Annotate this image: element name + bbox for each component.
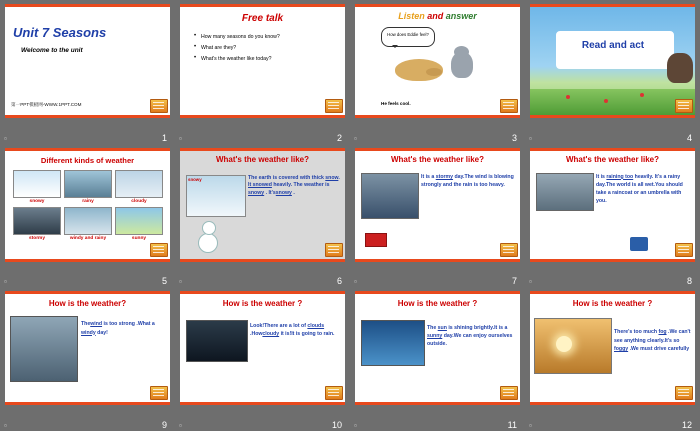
- slide-cell-3[interactable]: [350, 0, 525, 144]
- slide-4-title: Read and act: [581, 40, 645, 51]
- text-pre: It is: [596, 173, 607, 180]
- slide-5-number: 5: [161, 276, 167, 287]
- slide-1[interactable]: [5, 4, 170, 118]
- slide-6[interactable]: [180, 148, 345, 262]
- slide-3-title-part2: answer: [445, 11, 477, 21]
- foggy-scene-photo: [534, 318, 612, 374]
- text-line-5-mid: . It's: [264, 190, 276, 197]
- scroll-marker: ▫: [354, 277, 357, 287]
- slide-2-bullet-list: [194, 34, 345, 62]
- weather-label: snowy: [29, 198, 45, 204]
- slide-12-text: [614, 328, 692, 353]
- slide-cell-6[interactable]: [175, 144, 350, 288]
- blank-answer: raining too: [606, 173, 634, 180]
- stormy-photo: [13, 207, 61, 235]
- blank-answer: sun: [437, 325, 447, 332]
- speech-bubble: How does Eddie feel?: [381, 27, 435, 47]
- sunny-scene-photo: [361, 320, 425, 366]
- text-line-2-post: .: [338, 174, 340, 181]
- blank-answer: foggy: [614, 345, 629, 352]
- scroll-marker: ▫: [529, 277, 532, 287]
- snowy-photo-label: snowy: [188, 176, 202, 182]
- slide-3-caption: He feels cool.: [381, 101, 411, 106]
- slide-9-text: [81, 320, 165, 337]
- text-line-5-post: .: [291, 190, 295, 197]
- weather-item-stormy: [13, 207, 61, 241]
- cloudy-scene-photo: [186, 320, 248, 362]
- snowman-head: [202, 221, 216, 235]
- flower-icon: [566, 95, 570, 99]
- text-line-1-pre: The: [427, 325, 438, 332]
- slide-7-number: 7: [511, 276, 517, 287]
- slide-cell-12[interactable]: [525, 287, 700, 431]
- blank-answer: clouds: [307, 323, 325, 330]
- slide-3-title: [355, 11, 520, 21]
- slide-cell-4[interactable]: [525, 0, 700, 144]
- text-line-1-pre: There's too much: [614, 329, 658, 336]
- slide-12-title: How is the weather ?: [572, 299, 653, 309]
- blank-answer: It snowed: [248, 182, 272, 189]
- scroll-marker: ▫: [529, 420, 532, 430]
- text-line-1-post: it is!It is going to rain.: [279, 331, 335, 338]
- logo-badge-icon: [150, 386, 168, 400]
- scroll-marker: ▫: [529, 133, 532, 143]
- weather-label: sunny: [131, 235, 147, 241]
- slide-7-title: What's the weather like?: [390, 154, 485, 164]
- logo-badge-icon: [150, 99, 168, 113]
- horse-illustration: [667, 53, 693, 83]
- text-line-1-mid: .How: [250, 331, 263, 338]
- mouse-illustration: [451, 52, 473, 78]
- logo-badge-icon: [675, 99, 693, 113]
- slide-11-title: How is the weather ?: [397, 299, 478, 309]
- stormy-scene-photo: [361, 173, 419, 219]
- slide-cell-10[interactable]: [175, 287, 350, 431]
- snowy-photo: [13, 170, 61, 198]
- slide-10-title: How is the weather ?: [222, 299, 303, 309]
- text-line-1-post: is shining brightly.It is a: [446, 325, 508, 332]
- slide-1-number: 1: [161, 132, 167, 143]
- text-line-1-post: is too: [102, 321, 118, 328]
- rainy-scene-photo: [536, 173, 594, 211]
- text-line-1-pre: Look!There are a lot of: [250, 323, 306, 330]
- scroll-marker: ▫: [179, 420, 182, 430]
- blank-answer: cloudy: [262, 331, 280, 338]
- slide-3-title-part1: Listen: [398, 11, 425, 21]
- slide-5-title: Different kinds of weather: [40, 155, 135, 165]
- text-line-2-pre: with thick: [299, 174, 326, 181]
- list-item: • How many seasons do you know?: [194, 34, 345, 40]
- slide-11-number: 11: [507, 419, 517, 430]
- sunny-photo: [115, 207, 163, 235]
- slide-12[interactable]: [530, 291, 695, 405]
- weather-label: stormy: [29, 235, 45, 241]
- weather-item-rainy: [64, 170, 112, 204]
- blank-answer: snow: [325, 174, 339, 181]
- weather-label: cloudy: [131, 198, 147, 204]
- slide-cell-7[interactable]: [350, 144, 525, 288]
- list-item: • What's the weather like today?: [194, 56, 345, 62]
- slide-10-text: [250, 322, 340, 338]
- slide-cell-8[interactable]: [525, 144, 700, 288]
- blank-answer: fog: [658, 329, 667, 336]
- slide-2-title-text: Free talk: [241, 13, 284, 24]
- text-line-3-post: day!: [95, 329, 108, 336]
- grass-background: [530, 89, 695, 115]
- weather-item-windy-rainy: [64, 207, 112, 241]
- weather-item-cloudy: [115, 170, 163, 204]
- slide-10-number: 10: [331, 419, 342, 430]
- slide-1-title: Unit 7 Seasons: [13, 25, 107, 40]
- text-line-4: The weather is: [293, 182, 330, 189]
- slide-8-title: What's the weather like?: [565, 154, 660, 164]
- text-line-3-post: heavily.: [271, 182, 293, 189]
- flag-illustration: [365, 233, 387, 247]
- blank-answer: windy: [81, 329, 96, 336]
- logo-badge-icon: [675, 386, 693, 400]
- weather-label: windy and rainy: [69, 235, 107, 241]
- slide-2[interactable]: [180, 4, 345, 118]
- blank-answer: snowy: [275, 190, 292, 197]
- slide-2-title: [180, 13, 345, 24]
- snowman-illustration: [188, 217, 228, 251]
- text-line-2-post: .We must drive carefully: [628, 345, 690, 352]
- logo-badge-icon: [150, 243, 168, 257]
- slide-4-number: 4: [686, 132, 692, 143]
- slide-6-number: 6: [336, 276, 342, 287]
- text-line-1-post: .We can't see anything clearly.It's so: [614, 329, 691, 344]
- scroll-marker: ▫: [4, 133, 7, 143]
- text-post: day.The wind is blowing strongly and the rain is too heavy.: [421, 173, 514, 188]
- snowman-body: [198, 233, 218, 253]
- scroll-marker: ▫: [179, 133, 182, 143]
- slide-5[interactable]: [5, 148, 170, 262]
- weather-picture-grid: [13, 170, 170, 241]
- slide-cell-11[interactable]: [350, 287, 525, 431]
- list-item: • What are they?: [194, 45, 345, 51]
- slide-cell-1[interactable]: [0, 0, 175, 144]
- scroll-marker: ▫: [179, 277, 182, 287]
- blank-answer: snowy: [248, 190, 265, 197]
- slide-11-text: [427, 324, 515, 348]
- slide-3[interactable]: [355, 4, 520, 118]
- flower-icon: [640, 93, 644, 97]
- blank-answer: stormy: [435, 173, 454, 180]
- slide-6-text: [248, 175, 340, 198]
- weather-label: rainy: [82, 198, 94, 204]
- windy-rainy-photo: [64, 207, 112, 235]
- slide-12-number: 12: [681, 419, 692, 430]
- slide-6-title: What's the weather like?: [215, 154, 310, 164]
- slide-8-number: 8: [686, 276, 692, 287]
- slide-11[interactable]: [355, 291, 520, 405]
- slide-cell-5[interactable]: [0, 144, 175, 288]
- text-line-2-post: day.We can enjoy ourselves outside.: [427, 333, 513, 348]
- slide-9-title: How is the weather?: [48, 299, 127, 309]
- slide-cell-2[interactable]: [175, 0, 350, 144]
- text-line-1: The earth is covered: [248, 174, 299, 181]
- slide-8[interactable]: [530, 148, 695, 262]
- blank-answer: wind: [90, 321, 103, 328]
- slide-2-number: 2: [336, 132, 342, 143]
- slide-10[interactable]: [180, 291, 345, 405]
- slide-1-subtitle: Welcome to the unit: [21, 47, 83, 54]
- weather-item-sunny: [115, 207, 163, 241]
- weather-item-snowy: [13, 170, 61, 204]
- logo-badge-icon: [500, 243, 518, 257]
- slide-cell-9[interactable]: [0, 287, 175, 431]
- text-post: heavily. It's a rainy day.The world is all wet.You should take a raincoat or an umbrella with you.: [596, 173, 683, 204]
- slide-1-footer: 第一PPT模板网-WWW.1PPT.COM: [11, 102, 82, 107]
- slide-9[interactable]: [5, 291, 170, 405]
- slide-9-number: 9: [161, 419, 167, 430]
- slide-7-text: [421, 173, 515, 189]
- logo-badge-icon: [675, 243, 693, 257]
- logo-badge-icon: [325, 386, 343, 400]
- scroll-marker: ▫: [354, 133, 357, 143]
- flower-icon: [604, 99, 608, 103]
- blank-answer: sunny: [427, 333, 443, 340]
- text-line-2: strong .What a: [118, 321, 155, 328]
- scroll-marker: ▫: [4, 420, 7, 430]
- logo-badge-icon: [500, 99, 518, 113]
- rainy-photo: [64, 170, 112, 198]
- slide-3-title-and: and: [427, 11, 444, 21]
- windy-scene-photo: [10, 316, 78, 382]
- text-pre: It is a: [421, 173, 436, 180]
- umbrella-icon: [630, 237, 648, 251]
- slide-7[interactable]: [355, 148, 520, 262]
- text-line-1-pre: The: [81, 321, 91, 328]
- logo-badge-icon: [325, 243, 343, 257]
- scroll-marker: ▫: [4, 277, 7, 287]
- logo-badge-icon: [500, 386, 518, 400]
- logo-badge-icon: [325, 99, 343, 113]
- slide-4[interactable]: [530, 4, 695, 118]
- scroll-marker: ▫: [354, 420, 357, 430]
- cloudy-photo: [115, 170, 163, 198]
- slide-3-number: 3: [511, 132, 517, 143]
- cat-illustration: [395, 59, 443, 81]
- slide-8-text: [596, 173, 690, 205]
